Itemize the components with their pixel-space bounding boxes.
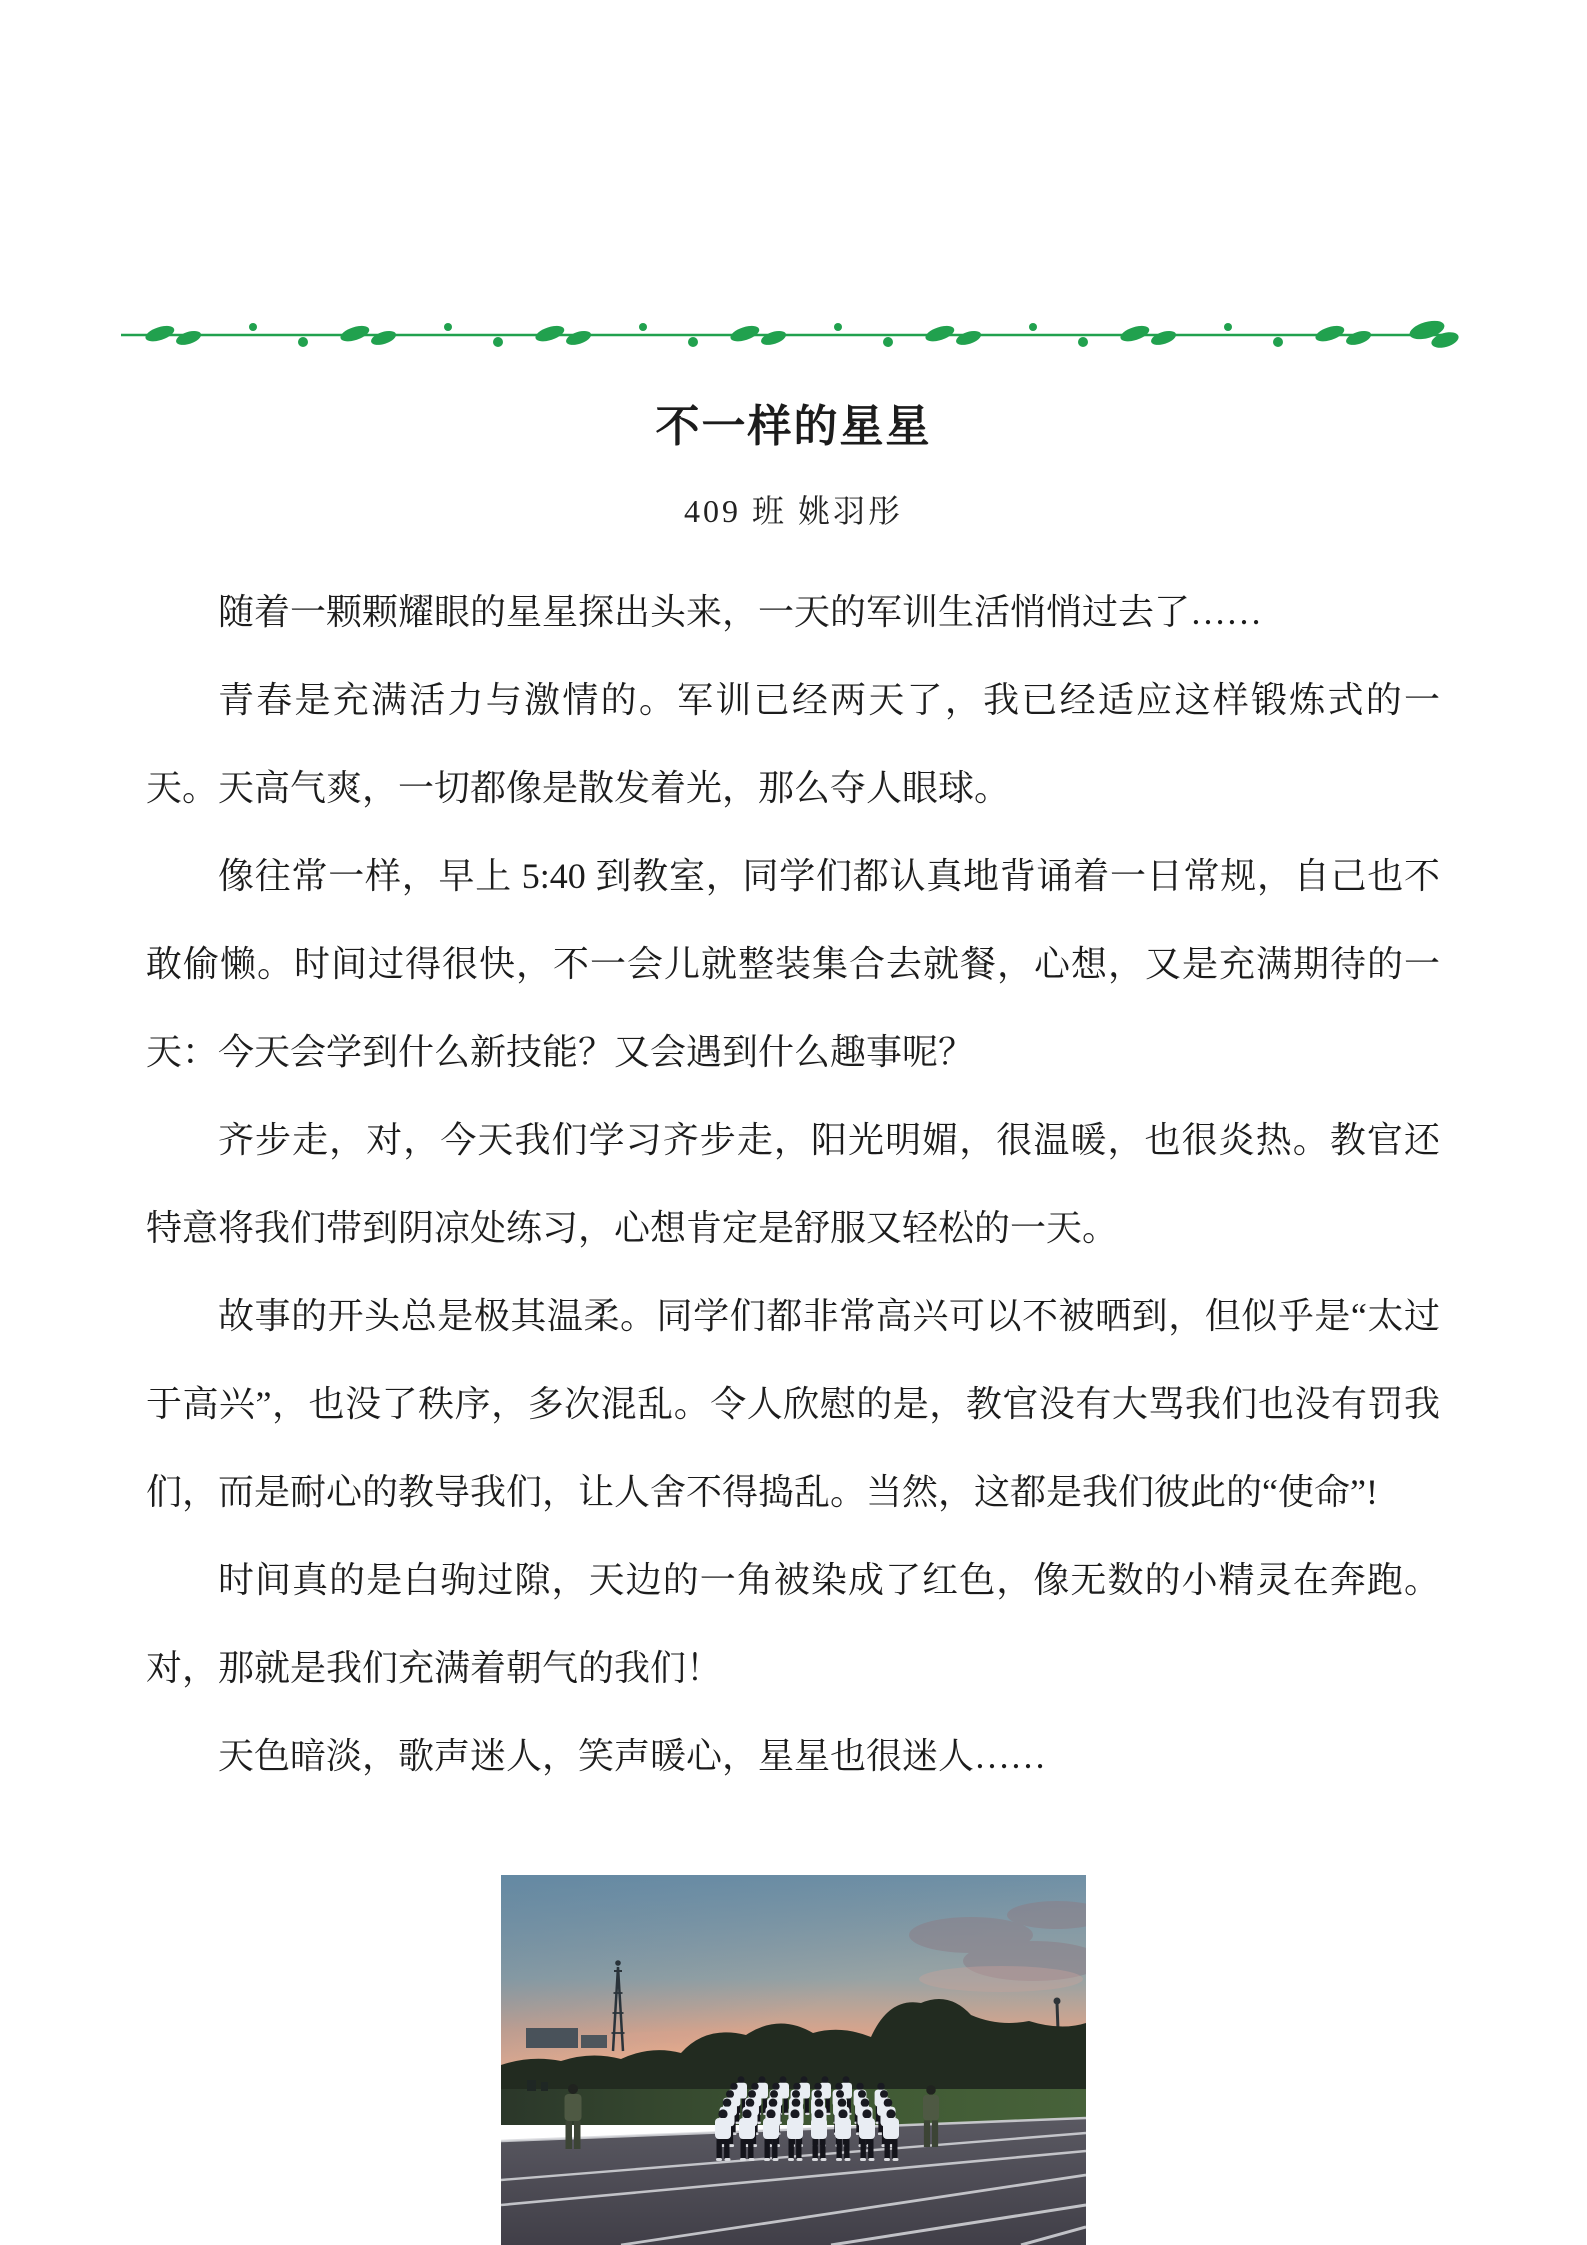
paragraph: 青春是充满活力与激情的。军训已经两天了，我已经适应这样锻炼式的一天。天高气爽，一切都像是散发着光，那么夺人眼球。 xyxy=(146,680,1440,808)
paragraph: 故事的开头总是极其温柔。同学们都非常高兴可以不被晒到，但似乎是“太过于高兴”，也没了秩序，多次混乱。令人欣慰的是，教官没有大骂我们也没有罚我们，而是耐心的教导我们，让人舍不得捣乱。当然，这都是我们彼此的“使命”! xyxy=(146,1296,1440,1512)
page-title: 不一样的星星 xyxy=(655,402,932,451)
vine-divider-icon xyxy=(115,314,1460,356)
paragraph: 时间真的是白驹过隙，天边的一角被染成了红色，像无数的小精灵在奔跑。对，那就是我们充满着朝气的我们！ xyxy=(146,1560,1440,1688)
paragraph: 像往常一样，早上 5:40 到教室，同学们都认真地背诵着一日常规，自己也不敢偷懒。时间过得很快，不一会儿就整装集合去就餐，心想，又是充满期待的一天：今天会学到什么新技能？又会遇到什么趣事呢？ xyxy=(146,856,1440,1072)
byline: 409 班 姚羽彤 xyxy=(683,493,903,529)
sunset-photo-illustration xyxy=(501,1875,1086,2245)
paragraph: 随着一颗颗耀眼的星星探出头来，一天的军训生活悄悄过去了…… xyxy=(218,592,1263,632)
paragraphs xyxy=(146,568,1440,1800)
paragraph: 齐步走，对，今天我们学习齐步走，阳光明媚，很温暖，也很炎热。教官还特意将我们带到阴凉处练习，心想肯定是舒服又轻松的一天。 xyxy=(146,1120,1440,1248)
sunset-formation-photo xyxy=(501,1875,1086,2245)
paragraph: 天色暗淡，歌声迷人，笑声暖心，星星也很迷人…… xyxy=(218,1736,1047,1776)
